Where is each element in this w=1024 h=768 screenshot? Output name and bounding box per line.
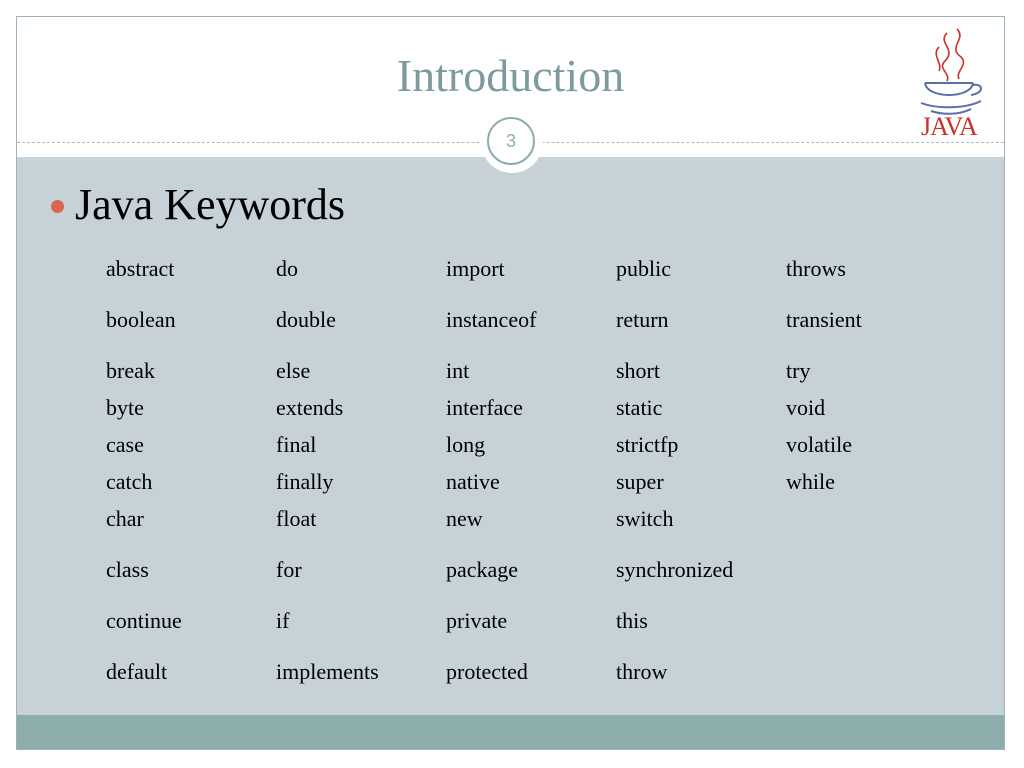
java-logo [917,25,989,140]
bullet-text: Java Keywords [75,180,346,229]
keyword: break [106,358,155,383]
keyword: synchronized [616,557,734,582]
keyword-row [106,389,956,426]
keyword: byte [106,395,144,420]
keyword [786,500,956,537]
keyword: instanceof [446,307,537,332]
java-logo-text: JAVA [921,112,977,140]
keyword: throws [786,256,846,281]
keyword: native [446,469,500,494]
keyword: private [446,608,508,633]
keyword: return [616,307,669,332]
keyword: if [276,608,290,633]
keyword: interface [446,395,523,420]
keyword: import [446,256,505,281]
keyword-row [106,500,956,537]
keyword: volatile [786,432,852,457]
keyword: else [276,358,311,383]
keyword: protected [446,659,528,684]
keyword: char [106,506,144,531]
keyword-row [106,653,956,690]
keyword: abstract [106,256,175,281]
keyword: public [616,256,671,281]
footer-bar [17,715,1004,750]
keyword: implements [276,659,379,684]
keyword [786,653,956,690]
keyword: for [276,557,302,582]
keyword-row [106,602,956,639]
keyword: switch [616,506,674,531]
keyword-row [106,352,956,389]
keyword: strictfp [616,432,679,457]
keyword-row [106,551,956,588]
slide-frame [16,16,1005,750]
keyword: case [106,432,144,457]
keyword: this [616,608,648,633]
keyword: transient [786,307,862,332]
keyword-row [106,301,956,338]
keyword: int [446,358,470,383]
keyword-row [106,250,956,287]
keyword: try [786,358,811,383]
keyword: long [446,432,486,457]
keyword: class [106,557,149,582]
page-number: 3 [487,117,535,165]
keyword [786,602,956,639]
keyword [786,551,956,588]
page-number-badge [481,111,543,173]
keyword: final [276,432,317,457]
keyword: package [446,557,519,582]
bullet-icon [51,200,64,213]
keyword: static [616,395,663,420]
keyword: while [786,469,835,494]
keyword: float [276,506,317,531]
keyword: void [786,395,826,420]
keyword: boolean [106,307,176,332]
keyword: continue [106,608,182,633]
keywords-table [106,250,956,690]
slide-title: Introduction [396,50,625,101]
keyword: do [276,256,298,281]
keyword: super [616,469,664,494]
keyword: new [446,506,483,531]
keyword-row [106,426,956,463]
keyword: catch [106,469,153,494]
keyword: double [276,307,336,332]
keyword: throw [616,659,668,684]
keyword: short [616,358,660,383]
keyword: finally [276,469,334,494]
keyword: default [106,659,168,684]
keyword-row [106,463,956,500]
keyword: extends [276,395,344,420]
